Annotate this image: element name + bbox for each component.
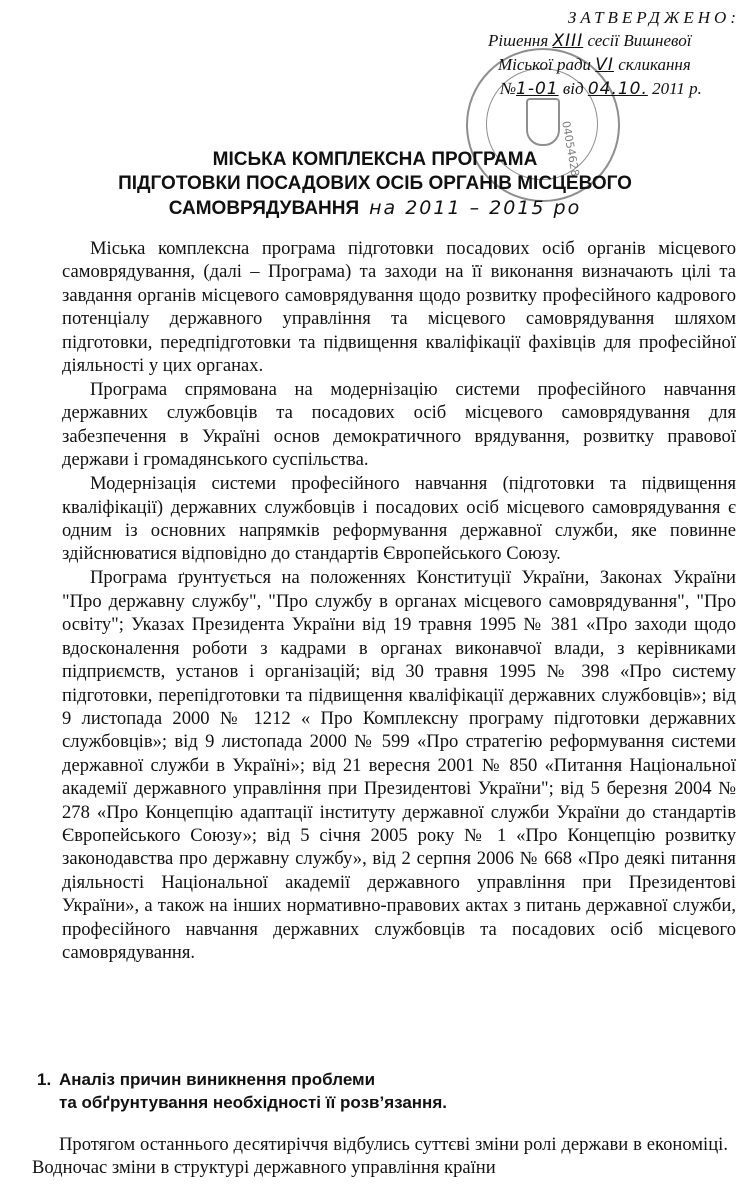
session-number-handwritten: XIII <box>552 31 584 51</box>
document-body <box>62 237 736 965</box>
approval-block <box>486 6 744 101</box>
section-1-number: 1. <box>37 1070 52 1089</box>
approval-from-label: від <box>562 79 584 98</box>
document-title-line3: САМОВРЯДУВАННЯ <box>168 198 360 219</box>
approval-session-label: сесії Вишневої <box>587 31 692 50</box>
approval-line-decision <box>486 29 744 53</box>
stamp-code: 04054628 <box>559 120 582 178</box>
approval-year: 2011 р. <box>652 79 702 98</box>
document-title <box>0 148 750 221</box>
convocation-number-handwritten: VI <box>595 55 614 75</box>
handwritten-period-note: на 2011 – 2015 ро <box>369 197 582 219</box>
section-1-paragraph: Протягом останнього десятиріччя відбулись суттєві зміни ролі держави в економіці. Водночас зміни в структурі державного управління країни <box>32 1134 728 1179</box>
paragraph-legal-basis: Програма ґрунтується на положеннях Конституції України, Законах України "Про державну службу", "Про службу в органах місцевого самоврядування", "Про освіту"; Указах Президента України від 19 травня 1995 № 381 «Про заходи щодо вдосконалення роботи з кадрами в органах виконавчої влади, з керівниками підприємств, установ і організацій; від 30 травня 1995 № 398 «Про систему підготовки, перепідготовки та підвищення кваліфікації державних службовців»; від 9 листопада 2000 № 1212 « Про Комплексну програму підготовки державних службовців»; від 9 листопада 2000 № 599 «Про стратегію реформування системи державної служби в Україні»; від 21 вересня 2001 № 850 «Питання Національної академії державного управління при Президентові України"; від 5 березня 2004 № 278 «Про Концепцію адаптації інституту державної служби України до стандартів Європейського Союзу»; від 5 січня 2005 року № 1 «Про Концепцію розвитку законодавства про державну службу», від 2 серпня 2006 № 668 «Про деякі питання діяльності Національної академії державного управління при Президентові України», а також на інших нормативно-правових актах з питань державної служби, професійного навчання державних службовців та посадових осіб місцевого самоврядування. <box>62 567 736 963</box>
paragraph-aim: Програма спрямована на модернізацію системи професійного навчання державних службовців та посадових осіб місцевого самоврядування для забезпечення в Україні основ демократичного врядування, розвитку правової держави і громадянського суспільства. <box>62 379 736 471</box>
approval-decision-label: Рішення <box>488 31 549 50</box>
approval-line-council <box>486 53 744 77</box>
approval-council-label: Міської ради <box>498 55 592 74</box>
section-1-heading-line1 <box>37 1068 727 1091</box>
decision-date-handwritten: 04.10. <box>587 79 648 99</box>
section-1-title-line2: та обґрунтування необхідності її розв’язання. <box>59 1093 447 1112</box>
approval-line-number <box>486 77 744 101</box>
document-title-line1: МІСЬКА КОМПЛЕКСНА ПРОГРАМА <box>212 149 538 170</box>
document-title-line2: ПІДГОТОВКИ ПОСАДОВИХ ОСІБ ОРГАНІВ МІСЦЕВОГО <box>118 173 632 194</box>
paragraph-intro: Міська комплексна програма підготовки посадових осіб органів місцевого самоврядування, (далі – Програма) та заходи на її виконання визначають цілі та завдання органів місцевого самоврядування щодо розвитку професійного кадрового потенціалу державного управління та місцевого самоврядування шляхом підготовки, передпідготовки та підвищення кваліфікації фахівців для професійної діяльності у цих органах. <box>62 238 736 377</box>
approval-number-label: № <box>500 79 517 98</box>
approval-title: ЗАТВЕРДЖЕНО: <box>567 8 740 27</box>
approval-convocation-label: скликання <box>618 55 691 74</box>
document-title-line3-wrap <box>0 196 750 221</box>
paragraph-modernization: Модернізація системи професійного навчання (підготовки та підвищення кваліфікації) державних службовців і посадових осіб місцевого самоврядування є одним із основних напрямків реформування державної служби, яке повинне здійснюватися відповідно до стандартів Європейського Союзу. <box>62 473 736 565</box>
section-1-body <box>32 1133 728 1180</box>
trident-emblem-icon <box>526 98 560 146</box>
decision-number-handwritten: 1-01 <box>516 79 559 99</box>
section-1-heading <box>37 1068 727 1114</box>
section-1-title-line1: Аналіз причин виникнення проблеми <box>59 1070 376 1089</box>
